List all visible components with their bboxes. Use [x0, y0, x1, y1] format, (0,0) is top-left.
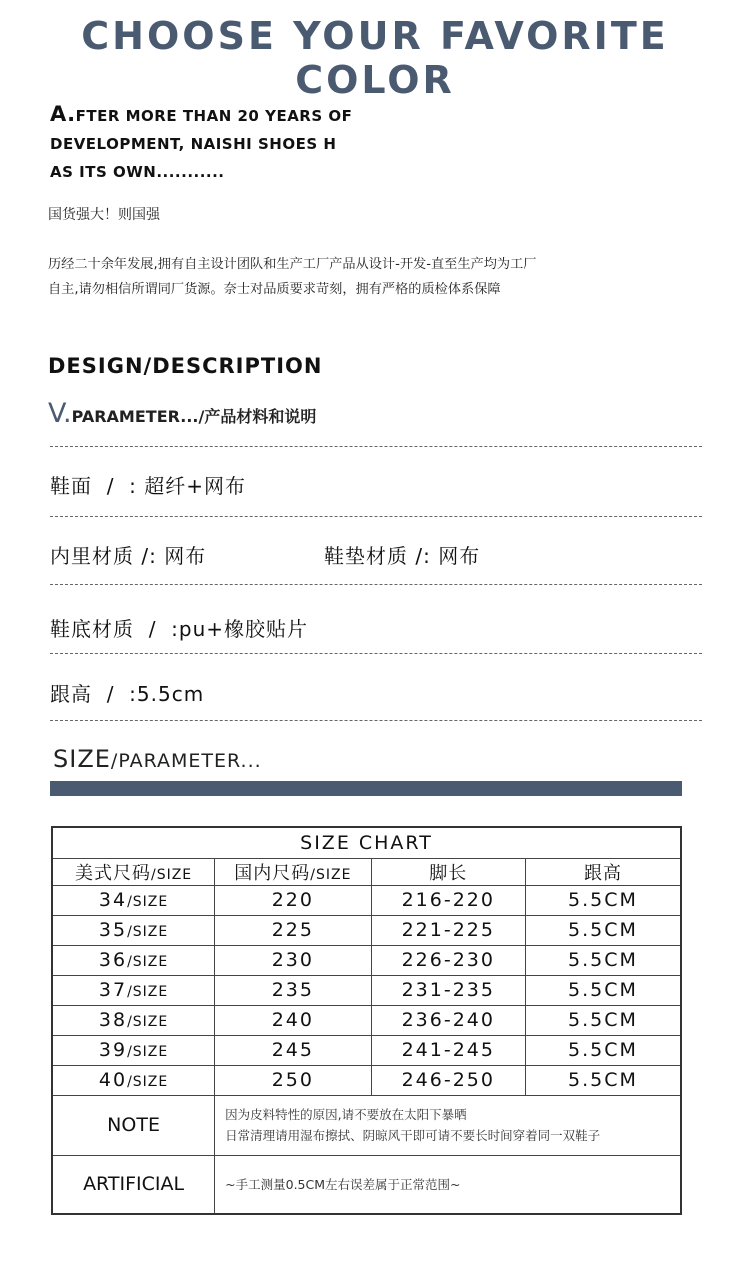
size-accent-bar	[50, 781, 682, 796]
cell-us-size: 36/SIZE	[52, 945, 215, 975]
cell-us-size: 37/SIZE	[52, 975, 215, 1005]
note-row	[52, 1095, 681, 1155]
header-foot-length: 脚长	[371, 858, 525, 885]
cell-us-size: 34/SIZE	[52, 885, 215, 915]
artificial-label: ARTIFICIAL	[52, 1155, 215, 1214]
cell-cn-size: 225	[215, 915, 371, 945]
header-cn-size: 国内尺码/SIZE	[215, 858, 371, 885]
divider	[50, 446, 702, 447]
size-chart-header-row	[52, 858, 681, 885]
size-section-title	[53, 745, 262, 773]
header-heel-height: 跟高	[525, 858, 681, 885]
param-lining: 内里材质 /: 网布	[50, 544, 207, 568]
intro-line-1	[50, 100, 410, 130]
size-chart-table	[51, 826, 682, 1215]
slogan: 国货强大！则国强	[48, 207, 160, 223]
note-label: NOTE	[52, 1095, 215, 1155]
cell-heel-height: 5.5CM	[525, 945, 681, 975]
cell-foot-length: 241-245	[371, 1035, 525, 1065]
cell-foot-length: 231-235	[371, 975, 525, 1005]
cell-cn-size: 235	[215, 975, 371, 1005]
intro-line-1-rest: FTER MORE THAN 20 YEARS OF	[75, 107, 353, 125]
cell-us-size: 38/SIZE	[52, 1005, 215, 1035]
cell-cn-size: 230	[215, 945, 371, 975]
intro-english	[50, 100, 410, 186]
table-row	[52, 1065, 681, 1095]
intro-line-3: AS ITS OWN...........	[50, 163, 225, 181]
table-row	[52, 945, 681, 975]
parameter-subtitle	[48, 398, 316, 429]
story-line-2: 自主,请勿相信所谓同厂货源。奈士对品质要求苛刻，拥有严格的质检体系保障	[48, 282, 501, 297]
note-text	[215, 1095, 681, 1155]
param-insole: 鞋垫材质 /: 网布	[324, 544, 481, 568]
cell-heel-height: 5.5CM	[525, 1065, 681, 1095]
cell-cn-size: 245	[215, 1035, 371, 1065]
brand-story	[48, 252, 708, 302]
table-row	[52, 1035, 681, 1065]
size-title-big: SIZE	[53, 745, 111, 773]
divider	[50, 653, 702, 654]
note-line-2: 日常清理请用湿布擦拭、阴晾风干即可请不要长时间穿着同一双鞋子	[225, 1128, 601, 1143]
table-row	[52, 885, 681, 915]
param-heel: 跟高 / :5.5cm	[50, 682, 205, 706]
size-chart-title: SIZE CHART	[52, 827, 681, 858]
cell-cn-size: 220	[215, 885, 371, 915]
story-line-1: 历经二十余年发展,拥有自主设计团队和生产工厂产品从设计-开发-直至生产均为工厂	[48, 257, 537, 272]
intro-line-2: DEVELOPMENT, NAISHI SHOES H	[50, 135, 337, 153]
cell-cn-size: 240	[215, 1005, 371, 1035]
note-line-1: 因为皮料特性的原因,请不要放在太阳下暴晒	[225, 1107, 467, 1122]
intro-first-letter: A.	[50, 102, 76, 126]
cell-foot-length: 226-230	[371, 945, 525, 975]
cell-us-size: 39/SIZE	[52, 1035, 215, 1065]
divider	[50, 584, 702, 585]
cell-heel-height: 5.5CM	[525, 1005, 681, 1035]
table-row	[52, 975, 681, 1005]
parameter-subtitle-rest: PARAMETER.../产品材料和说明	[71, 407, 317, 426]
cell-foot-length: 216-220	[371, 885, 525, 915]
cell-heel-height: 5.5CM	[525, 915, 681, 945]
page-title: CHOOSE YOUR FAVORITE COLOR	[81, 14, 669, 102]
cell-foot-length: 246-250	[371, 1065, 525, 1095]
cell-heel-height: 5.5CM	[525, 975, 681, 1005]
divider	[50, 720, 702, 721]
cell-foot-length: 221-225	[371, 915, 525, 945]
cell-heel-height: 5.5CM	[525, 1035, 681, 1065]
table-row	[52, 915, 681, 945]
header-us-size: 美式尺码/SIZE	[52, 858, 215, 885]
cell-heel-height: 5.5CM	[525, 885, 681, 915]
cell-us-size: 40/SIZE	[52, 1065, 215, 1095]
size-title-small: /PARAMETER...	[110, 750, 262, 772]
cell-foot-length: 236-240	[371, 1005, 525, 1035]
artificial-text: ~手工测量0.5CM左右误差属于正常范围~	[215, 1155, 681, 1214]
design-section-title: DESIGN/DESCRIPTION	[48, 354, 323, 378]
cell-us-size: 35/SIZE	[52, 915, 215, 945]
parameter-first-letter: V.	[48, 398, 72, 429]
param-upper: 鞋面 / : 超纤+网布	[50, 474, 247, 498]
divider	[50, 516, 702, 517]
cell-cn-size: 250	[215, 1065, 371, 1095]
artificial-row	[52, 1155, 681, 1214]
table-row	[52, 1005, 681, 1035]
param-sole: 鞋底材质 / :pu+橡胶贴片	[50, 617, 309, 641]
